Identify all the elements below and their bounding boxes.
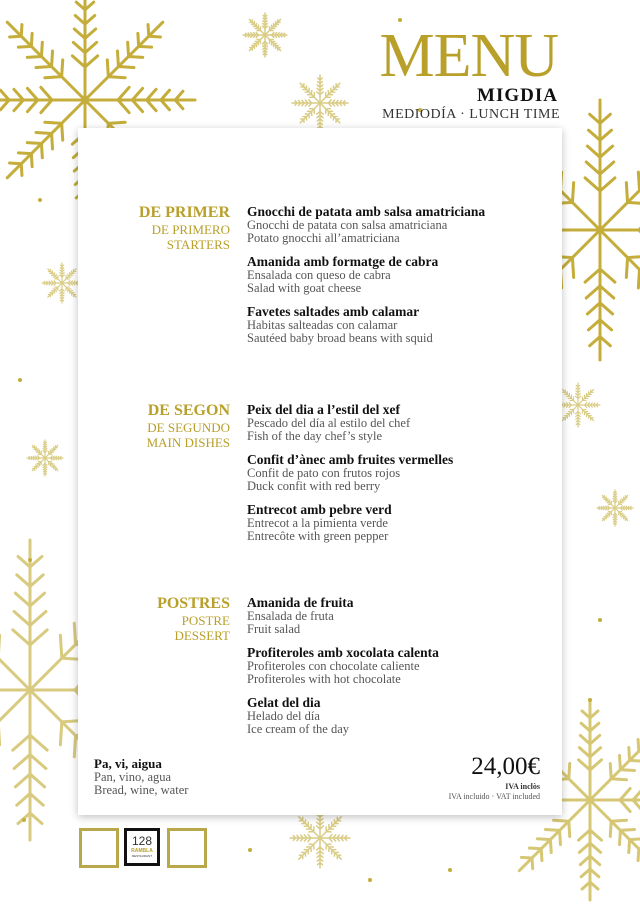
snowflake-icon xyxy=(42,263,82,303)
logo-frame-right xyxy=(167,828,207,868)
dot-decoration xyxy=(588,698,592,702)
snowflake-icon xyxy=(243,13,287,57)
dish-name-es: Gnocchi de patata con salsa amatriciana xyxy=(247,218,448,232)
extras-en: Bread, wine, water xyxy=(94,783,189,797)
section-title: DE PRIMER xyxy=(138,204,230,221)
vat-note: IVA incluido · VAT included xyxy=(448,792,540,801)
menu-card xyxy=(78,128,562,815)
dish-name-ca: Confit d’ànec amb fruites vermelles xyxy=(247,452,454,467)
dish-name-en: Ice cream of the day xyxy=(247,722,350,736)
dish-name-ca: Gnocchi de patata amb salsa amatriciana xyxy=(247,204,486,219)
dish-name-en: Salad with goat cheese xyxy=(247,281,362,295)
section-title-en: MAIN DISHES xyxy=(146,435,230,450)
dish-item xyxy=(247,452,453,493)
dish-name-ca: Amanida amb formatge de cabra xyxy=(247,254,439,269)
section-title-es: POSTRE xyxy=(181,613,230,628)
dish-name-en: Fish of the day chef’s style xyxy=(247,429,383,443)
dish-name-ca: Amanida de fruita xyxy=(247,595,354,610)
dot-decoration xyxy=(248,848,252,852)
section-label xyxy=(157,595,230,643)
snowflake-icon xyxy=(556,383,600,427)
dot-decoration xyxy=(598,618,602,622)
snowflake-icon xyxy=(27,440,63,476)
dish-item xyxy=(247,254,485,295)
dot-decoration xyxy=(28,558,32,562)
dish-name-es: Entrecot a la pimienta verde xyxy=(247,516,388,530)
dish-name-en: Fruit salad xyxy=(247,622,301,636)
dish-name-es: Ensalada de fruta xyxy=(247,609,334,623)
price-block xyxy=(449,752,540,802)
section-title: DE SEGON xyxy=(147,402,230,419)
section-label xyxy=(147,402,230,450)
snowflake-icon xyxy=(597,490,633,526)
dish-name-ca: Entrecot amb pebre verd xyxy=(247,502,392,517)
dish-name-es: Pescado del día al estilo del chef xyxy=(247,416,411,430)
dish-name-ca: Gelat del dia xyxy=(247,695,321,710)
dish-name-es: Ensalada con queso de cabra xyxy=(247,268,391,282)
snowflake-icon xyxy=(290,808,350,868)
dish-list xyxy=(247,595,439,745)
logo-type: RESTAURANT xyxy=(131,854,153,858)
dot-decoration xyxy=(38,198,42,202)
restaurant-logo xyxy=(124,828,160,866)
dish-name-es: Profiteroles con chocolate caliente xyxy=(247,659,420,673)
dish-name-en: Duck confit with red berry xyxy=(247,479,381,493)
service-label: MIGDIA xyxy=(477,85,558,106)
dish-item xyxy=(247,402,453,443)
dish-name-es: Helado del día xyxy=(247,709,320,723)
dot-decoration xyxy=(448,868,452,872)
dish-name-es: Confit de pato con frutos rojos xyxy=(247,466,401,480)
dish-name-es: Habitas salteadas con calamar xyxy=(247,318,398,332)
dish-name-ca: Peix del dia a l’estil del xef xyxy=(247,402,400,417)
section-title-en: STARTERS xyxy=(166,237,230,252)
dish-name-en: Sautéed baby broad beans with squid xyxy=(247,331,433,345)
dot-decoration xyxy=(22,818,26,822)
dish-list xyxy=(247,204,485,354)
dish-name-ca: Favetes saltades amb calamar xyxy=(247,304,420,319)
extras-es: Pan, vino, agua xyxy=(94,770,172,784)
dish-list xyxy=(247,402,453,552)
section-title-en: DESSERT xyxy=(174,628,230,643)
dot-decoration xyxy=(18,378,22,382)
dish-item xyxy=(247,502,453,543)
dish-item xyxy=(247,595,439,636)
dish-item xyxy=(247,304,485,345)
dish-item xyxy=(247,204,485,245)
dot-decoration xyxy=(368,878,372,882)
price-value: 24,00€ xyxy=(471,753,540,780)
dish-name-ca: Profiteroles amb xocolata calenta xyxy=(247,645,439,660)
service-subtitle: MEDIODÍA · LUNCH TIME xyxy=(382,107,560,122)
extras-ca: Pa, vi, aigua xyxy=(94,756,162,771)
section-title-es: DE PRIMERO xyxy=(151,222,230,237)
dish-name-en: Potato gnocchi all’amatriciana xyxy=(247,231,400,245)
dish-name-en: Profiteroles with hot chocolate xyxy=(247,672,401,686)
section-label xyxy=(139,204,230,252)
menu-title: MENU xyxy=(379,22,558,90)
logo-frame-left xyxy=(79,828,119,868)
snowflake-icon xyxy=(292,75,348,131)
vat-note-ca: IVA inclòs xyxy=(505,782,540,791)
logo-name: RAMBLA xyxy=(131,848,153,854)
section-title-es: DE SEGUNDO xyxy=(147,420,230,435)
section-title: POSTRES xyxy=(157,595,230,612)
dish-item xyxy=(247,695,439,736)
dish-name-en: Entrecôte with green pepper xyxy=(247,529,389,543)
dish-item xyxy=(247,645,439,686)
extras-block xyxy=(94,756,188,797)
logo-number: 128 xyxy=(131,834,153,848)
